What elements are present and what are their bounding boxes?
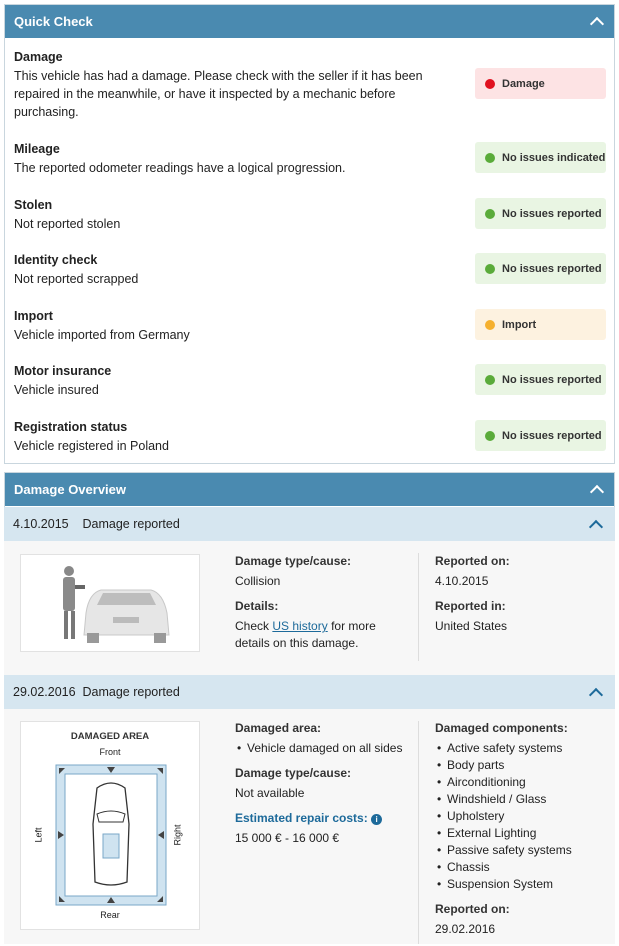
component-item: • Upholstery <box>435 808 610 825</box>
component-item: • Chassis <box>435 859 610 876</box>
details-label: Details: <box>235 599 279 613</box>
check-title: Import <box>14 309 53 323</box>
quick-check-row <box>14 50 606 121</box>
damage-record-header[interactable] <box>4 675 615 709</box>
component-item: • Suspension System <box>435 876 610 893</box>
status-label: No issues reported <box>502 373 602 386</box>
reported-in-value: United States <box>435 619 508 633</box>
damaged-area-label: Damaged area: <box>235 721 322 735</box>
diagram-title: DAMAGED AREA <box>70 731 150 742</box>
reported-on-label: Reported on: <box>435 554 510 568</box>
status-dot-icon <box>485 153 495 163</box>
quick-check-header[interactable] <box>5 5 614 38</box>
quick-check-row <box>14 364 606 399</box>
us-history-link[interactable]: US history <box>272 619 328 633</box>
record-label: Damage reported <box>82 685 180 699</box>
record-label: Damage reported <box>82 517 180 531</box>
status-label: No issues indicated <box>502 151 606 164</box>
reported-on-value: 29.02.2016 <box>435 922 496 936</box>
reported-in-label: Reported in: <box>435 599 506 613</box>
record-date: 4.10.2015 <box>13 517 69 531</box>
check-description: Vehicle imported from Germany <box>14 328 190 342</box>
quick-check-row <box>14 198 606 233</box>
repair-cost-value: 15 000 € - 16 000 € <box>235 831 340 845</box>
damaged-area-value: • Vehicle damaged on all sides <box>235 740 410 757</box>
component-item: • Active safety systems <box>435 740 610 757</box>
check-title: Stolen <box>14 198 53 212</box>
check-title: Identity check <box>14 253 98 267</box>
status-label: Import <box>502 318 537 331</box>
status-label: Damage <box>502 77 545 90</box>
check-description: Vehicle insured <box>14 383 99 397</box>
chevron-up-icon[interactable] <box>590 485 604 499</box>
quick-check-row <box>14 253 606 288</box>
component-item: • Body parts <box>435 757 610 774</box>
damage-zone-map <box>55 764 167 906</box>
quick-check-row <box>14 142 606 177</box>
chevron-up-icon[interactable] <box>589 687 603 701</box>
status-badge <box>475 253 606 284</box>
damage-record-header[interactable] <box>4 507 615 541</box>
damage-record-body <box>4 709 615 944</box>
status-dot-icon <box>485 264 495 274</box>
damage-type-value: Not available <box>235 786 305 800</box>
chevron-up-icon[interactable] <box>589 519 603 533</box>
check-description: Not reported scrapped <box>14 272 139 286</box>
check-description: This vehicle has had a damage. Please check with the seller if it has been repaired in the meanwhile, or have it inspected by a mechanic before purchasing. <box>14 69 423 119</box>
components-label: Damaged components: <box>435 721 568 735</box>
status-label: No issues reported <box>502 207 602 220</box>
reported-on-label: Reported on: <box>435 902 510 916</box>
mechanic-car-illustration <box>20 554 200 652</box>
info-icon[interactable]: i <box>371 814 382 825</box>
status-label: No issues reported <box>502 429 602 442</box>
damage-type-label: Damage type/cause: <box>235 554 352 568</box>
reported-on-value: 4.10.2015 <box>435 574 489 588</box>
status-dot-icon <box>485 79 495 89</box>
quick-check-title: Quick Check <box>14 14 93 29</box>
status-badge <box>475 68 606 99</box>
repair-cost-label: Estimated repair costs: <box>235 811 368 825</box>
status-dot-icon <box>485 375 495 385</box>
status-dot-icon <box>485 431 495 441</box>
status-label: No issues reported <box>502 262 602 275</box>
check-description: Not reported stolen <box>14 217 121 231</box>
diagram-left: Left <box>33 827 44 843</box>
details-post: for more details on this damage. <box>235 619 376 650</box>
component-item: • External Lighting <box>435 825 610 842</box>
status-badge <box>475 142 606 173</box>
damage-overview-title: Damage Overview <box>14 482 127 497</box>
diagram-rear: Rear <box>100 910 120 920</box>
component-item: • Airconditioning <box>435 774 610 791</box>
check-title: Motor insurance <box>14 364 112 378</box>
status-badge <box>475 198 606 229</box>
check-title: Damage <box>14 50 63 64</box>
diagram-front: Front <box>99 747 121 757</box>
quick-check-row <box>14 309 606 344</box>
damaged-area-diagram <box>20 721 200 930</box>
damage-type-label: Damage type/cause: <box>235 766 352 780</box>
quick-check-row <box>14 420 606 455</box>
damage-type-value: Collision <box>235 574 281 588</box>
component-item: • Windshield / Glass <box>435 791 610 808</box>
components-list <box>435 740 610 893</box>
check-title: Registration status <box>14 420 128 434</box>
check-description: Vehicle registered in Poland <box>14 439 169 453</box>
record-date: 29.02.2016 <box>13 685 76 699</box>
check-title: Mileage <box>14 142 60 156</box>
check-description: The reported odometer readings have a logical progression. <box>14 161 346 175</box>
status-badge <box>475 309 606 340</box>
component-item: • Passive safety systems <box>435 842 610 859</box>
status-badge <box>475 364 606 395</box>
details-pre: Check <box>235 619 270 633</box>
quick-check-panel <box>4 4 615 464</box>
status-dot-icon <box>485 320 495 330</box>
status-dot-icon <box>485 209 495 219</box>
diagram-right: Right <box>172 824 183 846</box>
damage-record-body <box>4 541 615 675</box>
chevron-up-icon[interactable] <box>590 17 604 31</box>
status-badge <box>475 420 606 451</box>
column-divider <box>418 721 419 944</box>
damage-overview-header[interactable] <box>5 473 614 506</box>
column-divider <box>418 553 419 661</box>
